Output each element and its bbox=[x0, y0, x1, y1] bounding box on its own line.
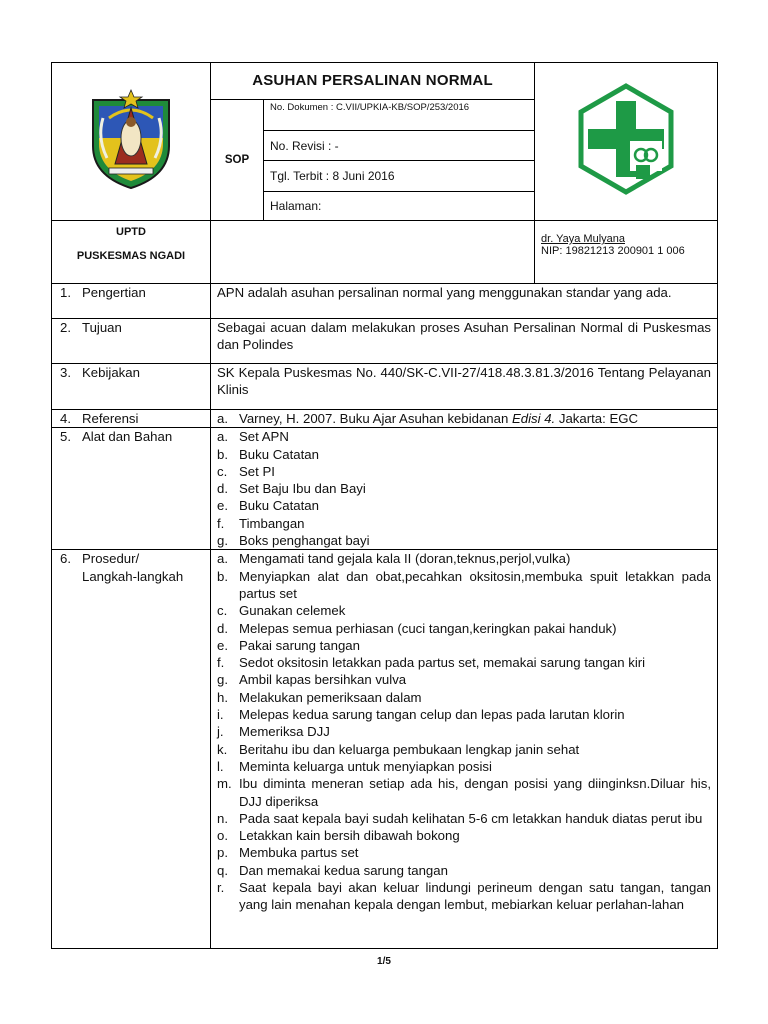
row-prosedur bbox=[52, 550, 718, 949]
section-label-line2: Langkah-langkah bbox=[82, 568, 184, 584]
item-letter: e. bbox=[217, 498, 228, 514]
item-letter: r. bbox=[217, 880, 225, 896]
item-text: Melakukan pemeriksaan dalam bbox=[239, 689, 422, 705]
tgl-terbit: Tgl. Terbit : 8 Juni 2016 bbox=[264, 161, 535, 192]
item-letter: d. bbox=[217, 481, 228, 497]
list-item bbox=[217, 758, 711, 775]
item-letter: o. bbox=[217, 828, 228, 844]
section-number: 4. bbox=[60, 411, 71, 426]
section-label: Kebijakan bbox=[82, 365, 140, 380]
no-dokumen: No. Dokumen : C.VII/UPKIA-KB/SOP/253/2016 bbox=[264, 100, 535, 131]
list-item bbox=[217, 532, 711, 549]
list-item bbox=[217, 862, 711, 879]
list-item bbox=[217, 463, 711, 480]
item-letter: l. bbox=[217, 758, 224, 774]
no-revisi: No. Revisi : - bbox=[264, 131, 535, 161]
item-text: Saat kepala bayi akan keluar lindungi perineum dengan satu tangan, tangan yang lain menahan kepala dengan lembut, mebiarkan keluar perlahan-lahan bbox=[239, 880, 711, 913]
item-letter: q. bbox=[217, 862, 228, 878]
signer-name: dr. Yaya Mulyana bbox=[541, 233, 625, 245]
list-item bbox=[217, 568, 711, 603]
section-label-line1: Prosedur/ bbox=[82, 551, 140, 567]
row-pengertian bbox=[52, 284, 718, 319]
item-text: Timbangan bbox=[239, 515, 305, 531]
list-item bbox=[217, 775, 711, 810]
item-letter: h. bbox=[217, 689, 228, 705]
item-text: Memeriksa DJJ bbox=[239, 724, 330, 740]
list-item bbox=[217, 671, 711, 688]
uptd-label: UPTD bbox=[116, 226, 146, 238]
item-text: Set PI bbox=[239, 463, 275, 479]
item-text: Set APN bbox=[239, 429, 289, 445]
page-number: 1/5 bbox=[377, 956, 391, 967]
item-text: Melepas semua perhiasan (cuci tangan,keringkan pakai handuk) bbox=[239, 620, 617, 636]
list-item bbox=[217, 827, 711, 844]
section-text: APN adalah asuhan persalinan normal yang menggunakan standar yang ada. bbox=[211, 284, 718, 319]
item-letter: p. bbox=[217, 845, 228, 861]
halaman: Halaman: bbox=[264, 192, 535, 221]
item-text: Beritahu ibu dan keluarga pembukaan lengkap janin sehat bbox=[239, 741, 580, 757]
list-item bbox=[217, 620, 711, 637]
section-number: 2. bbox=[60, 320, 71, 335]
section-label: Tujuan bbox=[82, 320, 122, 335]
list-item bbox=[217, 428, 711, 445]
regional-crest-logo bbox=[85, 88, 177, 190]
item-text: Melepas kedua sarung tangan celup dan lepas pada larutan klorin bbox=[239, 707, 625, 723]
item-text: Pada saat kepala bayi sudah kelihatan 5-6 cm letakkan handuk diatas perut ibu bbox=[239, 810, 703, 826]
item-letter: a. bbox=[217, 411, 228, 426]
sop-header-table bbox=[51, 62, 718, 284]
sop-label: SOP bbox=[211, 100, 264, 221]
item-text: Ambil kapas bersihkan vulva bbox=[239, 672, 407, 688]
puskesmas-cross-logo bbox=[570, 83, 682, 195]
left-logo-cell bbox=[52, 63, 211, 221]
list-item bbox=[217, 637, 711, 654]
item-text: Buku Catatan bbox=[239, 498, 319, 514]
list-item bbox=[217, 844, 711, 861]
reference-publisher: Jakarta: EGC bbox=[555, 411, 639, 426]
sop-body-table bbox=[51, 283, 718, 949]
item-letter: j. bbox=[217, 724, 224, 740]
signer-nip: NIP: 19821213 200901 1 006 bbox=[541, 245, 685, 257]
prosedur-list bbox=[217, 550, 711, 913]
item-text: Membuka partus set bbox=[239, 845, 359, 861]
row-tujuan bbox=[52, 319, 718, 364]
row-referensi bbox=[52, 410, 718, 428]
section-label: Referensi bbox=[82, 411, 139, 426]
item-letter: c. bbox=[217, 603, 228, 619]
row-alat-bahan bbox=[52, 428, 718, 550]
item-text: Boks penghangat bayi bbox=[239, 533, 370, 549]
item-letter: b. bbox=[217, 568, 228, 584]
list-item bbox=[217, 689, 711, 706]
reference-text: Varney, H. 2007. Buku Ajar Asuhan kebidanan bbox=[239, 411, 512, 426]
item-letter: g. bbox=[217, 533, 228, 549]
item-letter: a. bbox=[217, 551, 228, 567]
list-item bbox=[217, 602, 711, 619]
section-label: Pengertian bbox=[82, 285, 146, 300]
item-text: Ibu diminta meneran setiap ada his, dengan posisi yang diinginksn.Diluar his, DJJ diperiksa bbox=[239, 776, 711, 809]
section-number: 1. bbox=[60, 285, 71, 300]
item-letter: b. bbox=[217, 446, 228, 462]
item-letter: f. bbox=[217, 655, 225, 671]
section-text: SK Kepala Puskesmas No. 440/SK-C.VII-27/418.48.3.81.3/2016 Tentang Pelayanan Klinis bbox=[211, 364, 718, 410]
blank-cell bbox=[211, 221, 535, 284]
section-label: Alat dan Bahan bbox=[82, 429, 173, 445]
reference-edition: Edisi 4. bbox=[511, 411, 556, 426]
item-letter: f. bbox=[217, 515, 225, 531]
item-text: Mengamati tand gejala kala II (doran,teknus,perjol,vulka) bbox=[239, 551, 571, 567]
item-text: Meminta keluarga untuk menyiapkan posisi bbox=[239, 758, 492, 774]
section-number: 3. bbox=[60, 365, 71, 380]
list-item bbox=[217, 723, 711, 740]
list-item bbox=[217, 741, 711, 758]
item-text: Letakkan kain bersih dibawah bokong bbox=[239, 828, 460, 844]
item-text: Set Baju Ibu dan Bayi bbox=[239, 481, 366, 497]
list-item bbox=[217, 654, 711, 671]
item-letter: g. bbox=[217, 672, 228, 688]
list-item bbox=[217, 515, 711, 532]
document-title: ASUHAN PERSALINAN NORMAL bbox=[211, 63, 535, 100]
list-item bbox=[217, 446, 711, 463]
item-letter: d. bbox=[217, 620, 228, 636]
puskesmas-name: PUSKESMAS NGADI bbox=[76, 250, 186, 262]
list-item bbox=[217, 497, 711, 514]
item-letter: k. bbox=[217, 741, 228, 757]
signature-cell bbox=[535, 221, 718, 284]
organization-cell bbox=[52, 221, 211, 284]
sop-document bbox=[51, 62, 717, 949]
item-text: Buku Catatan bbox=[239, 446, 319, 462]
list-item bbox=[217, 879, 711, 914]
row-kebijakan bbox=[52, 364, 718, 410]
item-letter: m. bbox=[217, 776, 232, 792]
item-text: Dan memakai kedua sarung tangan bbox=[239, 862, 448, 878]
list-item bbox=[217, 706, 711, 723]
item-letter: a. bbox=[217, 429, 228, 445]
section-number: 5. bbox=[60, 429, 71, 445]
list-item bbox=[217, 410, 711, 427]
item-text: Gunakan celemek bbox=[239, 603, 346, 619]
list-item bbox=[217, 810, 711, 827]
section-number: 6. bbox=[60, 551, 71, 567]
item-letter: c. bbox=[217, 463, 228, 479]
alat-list bbox=[217, 428, 711, 549]
item-text: Menyiapkan alat dan obat,pecahkan oksitosin,membuka spuit letakkan pada partus set bbox=[239, 568, 711, 601]
item-letter: i. bbox=[217, 707, 224, 723]
item-letter: n. bbox=[217, 810, 228, 826]
right-logo-cell bbox=[535, 63, 718, 221]
list-item bbox=[217, 550, 711, 567]
item-text: Pakai sarung tangan bbox=[239, 637, 360, 653]
list-item bbox=[217, 480, 711, 497]
section-text: Sebagai acuan dalam melakukan proses Asuhan Persalinan Normal di Puskesmas dan Polindes bbox=[211, 319, 718, 364]
item-letter: e. bbox=[217, 637, 228, 653]
item-text: Sedot oksitosin letakkan pada partus set, memakai sarung tangan kiri bbox=[239, 655, 646, 671]
